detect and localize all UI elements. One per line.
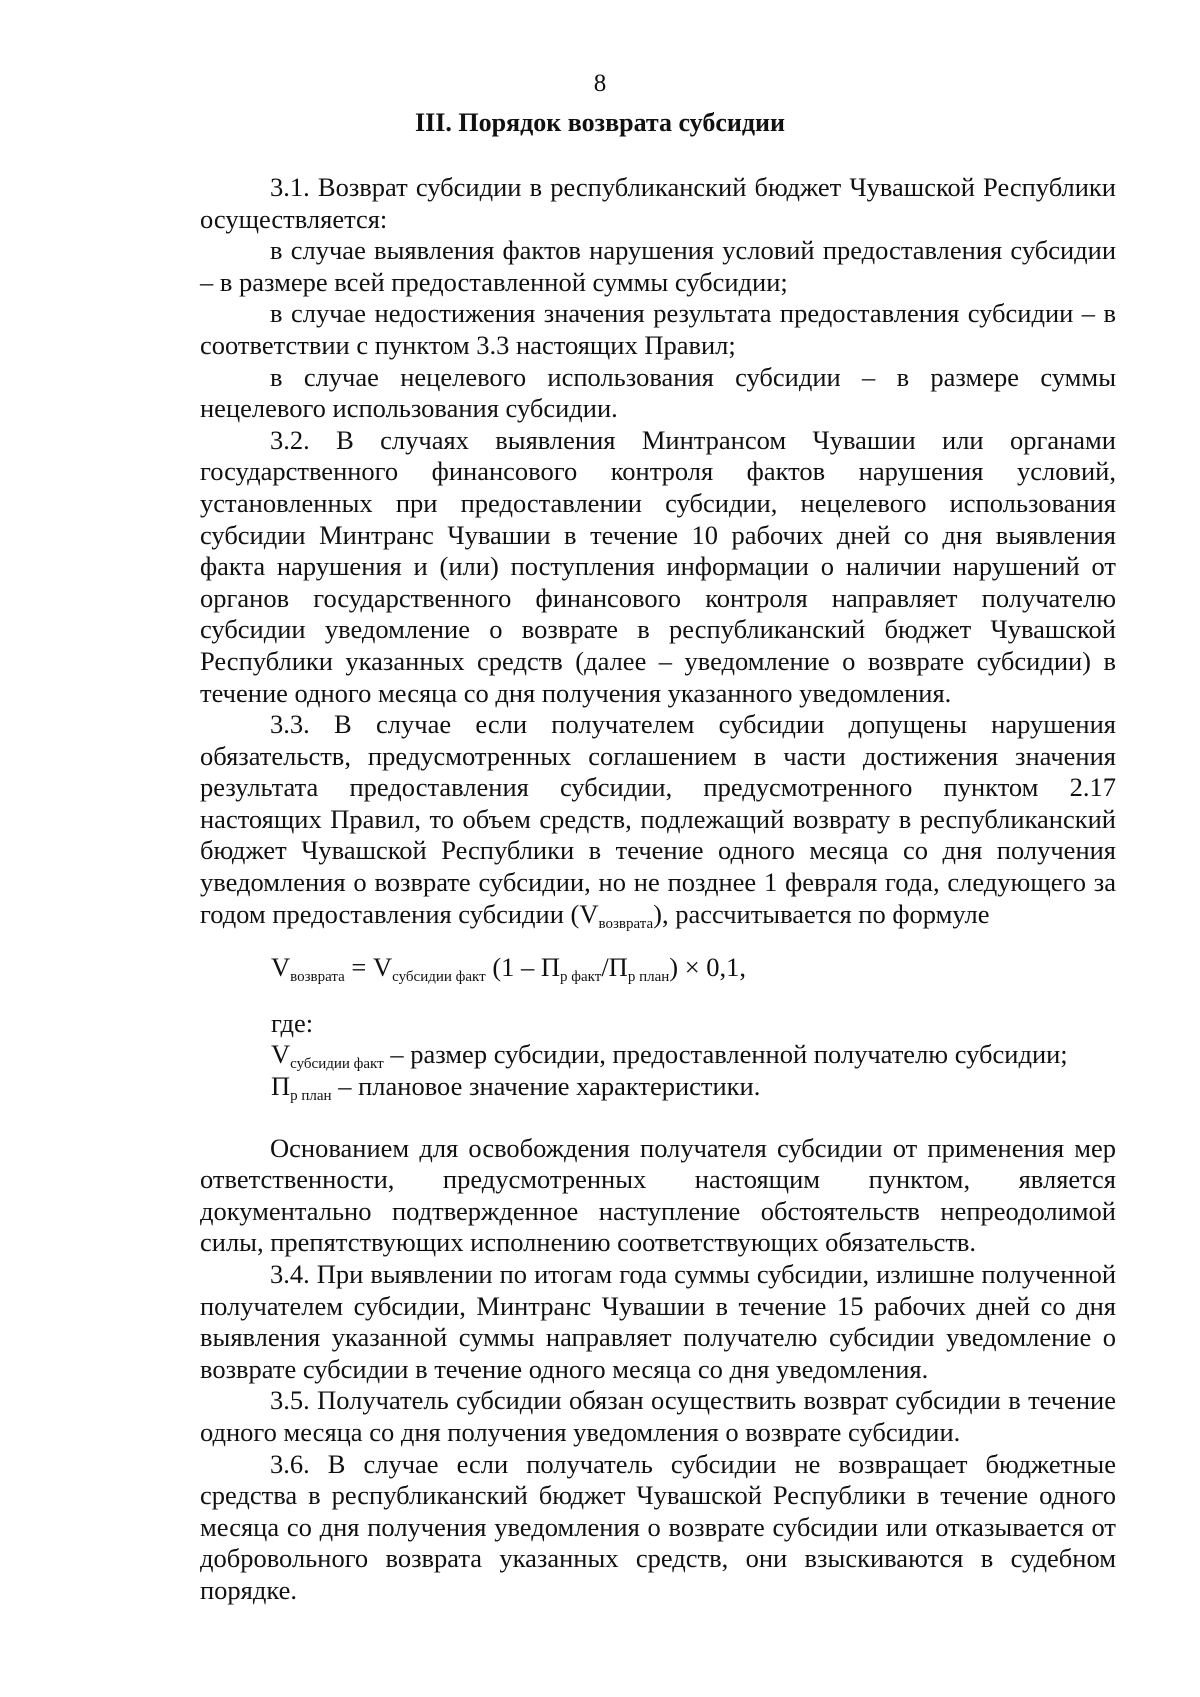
definition-p-text: – плановое значение характеристики. bbox=[331, 1071, 761, 1102]
formula-open: (1 – П bbox=[485, 952, 561, 983]
paragraph-3-3-tail: ), рассчитывается по формуле bbox=[653, 898, 990, 929]
paragraph-force-majeure: Основанием для освобождения получателя субсидии от применения мер ответственности, предусмотренных настоящим пунктом, является документально подтвержденное наступление обстоятельств непреодолимой силы, препятствующих исполнению соответствующих обязательств. bbox=[200, 1132, 1116, 1258]
where-label: где: bbox=[271, 1007, 314, 1038]
paragraph-3-6: 3.6. В случае если получатель субсидии не возвращает бюджетные средства в республиканский бюджет Чувашской Республики в течение одного месяца со дня получения уведомления о возврате субсидии или отказывается от добровольного возврата указанных средств, они взыскиваются в судебном порядке. bbox=[200, 1448, 1116, 1605]
definition-v-sub: субсидии факт bbox=[290, 1056, 384, 1073]
formula-close: ) × 0,1, bbox=[669, 952, 747, 983]
definition-p-sub: р план bbox=[290, 1088, 332, 1105]
section-title: III. Порядок возврата субсидии bbox=[415, 108, 785, 137]
spacer bbox=[200, 1103, 1116, 1133]
formula-slash: /П bbox=[601, 952, 628, 983]
formula-p-plan-sub: р план bbox=[627, 969, 670, 986]
paragraph-3-3-text: 3.3. В случае если получателем субсидии допущены нарушения обязательств, предусмотренных соглашением в части достижения значения результата предоставления субсидии, предусмотренного пунктом 2.17 настоящих Правил, то объем средств, подлежащий возврату в республиканский бюджет Чувашской Республики в течение одного месяца со дня получения уведомления о возврате субсидии, но не позднее 1 февраля года, следующего за годом предоставления субсидии (V bbox=[200, 709, 1116, 929]
paragraph-3-2: 3.2. В случаях выявления Минтрансом Чувашии или органами государственного финансового контроля фактов нарушения условий, установленных при предоставлении субсидии, нецелевого использования субсидии Минтранс Чувашии в течение 10 рабочих дней со дня выявления факта нарушения и (или) поступления информации о наличии нарушений от органов государственного финансового контроля направляет получателю субсидии уведомление о возврате в республиканский бюджет Чувашской Республики указанных средств (далее – уведомление о возврате субсидии) в течение одного месяца со дня получения указанного уведомления. bbox=[200, 424, 1116, 708]
paragraph-3-1-case-misuse: в случае нецелевого использования субсидии – в размере суммы нецелевого использования субсидии. bbox=[200, 361, 1116, 424]
paragraph-3-3-subscript: возврата bbox=[598, 915, 654, 932]
page-number: 8 bbox=[593, 70, 607, 97]
formula bbox=[200, 952, 1116, 984]
definition-p-symbol: П bbox=[271, 1071, 291, 1102]
formula-lhs: V bbox=[271, 952, 291, 983]
paragraph-3-5: 3.5. Получатель субсидии обязан осуществить возврат субсидии в течение одного месяца со дня получения уведомления о возврате субсидии. bbox=[200, 1385, 1116, 1447]
definition-v-text: – размер субсидии, предоставленной получателю субсидии; bbox=[383, 1039, 1068, 1070]
formula-lhs-sub: возврата bbox=[290, 969, 345, 986]
paragraph-3-1-case-violation: в случае выявления фактов нарушения условий предоставления субсидии – в размере всей предоставленной суммы субсидии; bbox=[200, 235, 1116, 297]
paragraph-3-4: 3.4. При выявлении по итогам года суммы субсидии, излишне полученной получателем субсидии, Минтранс Чувашии в течение 15 рабочих дней со дня выявления указанной суммы направляет получателю субсидии уведомление о возврате субсидии в течение одного месяца со дня уведомления. bbox=[200, 1259, 1116, 1384]
definition-p bbox=[200, 1071, 1116, 1103]
paragraph-3-3 bbox=[200, 709, 1116, 930]
document-body bbox=[200, 172, 1116, 1607]
definition-v bbox=[200, 1039, 1116, 1071]
formula-v-sub: субсидии факт bbox=[392, 969, 486, 986]
paragraph-3-1-case-result: в случае недостижения значения результата предоставления субсидии – в соответствии с пунктом 3.3 настоящих Правил; bbox=[200, 298, 1116, 360]
formula-p-fact-sub: р факт bbox=[560, 969, 602, 986]
formula-eq: = V bbox=[344, 952, 393, 983]
paragraph-3-1: 3.1. Возврат субсидии в республиканский бюджет Чувашской Республики осуществляется: bbox=[200, 172, 1116, 234]
definition-v-symbol: V bbox=[271, 1039, 291, 1070]
